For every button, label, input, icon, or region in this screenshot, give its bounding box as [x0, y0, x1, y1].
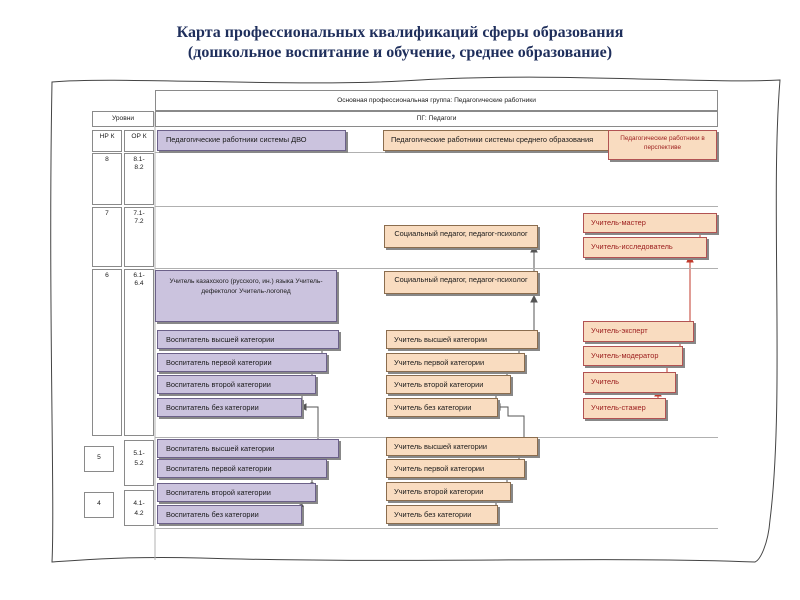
perspective-master: Учитель-мастер [583, 213, 717, 233]
secondary-l6-first: Учитель первой категории [386, 353, 525, 372]
dvo-l5-first: Воспитатель первой категории [157, 459, 327, 478]
perspective-expert: Учитель-эксперт [583, 321, 694, 342]
separator-bottom [155, 528, 718, 529]
secondary-social-l6: Социальный педагог, педагог-психолог [384, 271, 538, 294]
nrk-level-4: 4 [84, 492, 114, 518]
perspective-column-header: Педагогические работники в перспективе [608, 130, 717, 160]
dvo-l6-first: Воспитатель первой категории [157, 353, 327, 372]
secondary-social-l7: Социальный педагог, педагог-психолог [384, 225, 538, 248]
nrk-level-5: 5 [84, 446, 114, 472]
dvo-language-teachers: Учитель казахского (русского, ин.) языка Учитель-дефектолог Учитель-логопед [155, 270, 337, 322]
nrk-header: НР К [92, 130, 122, 152]
perspective-trainee: Учитель-стажер [583, 398, 666, 419]
perspective-researcher: Учитель-исследователь [583, 237, 707, 258]
dvo-l5-highest: Воспитатель высшей категории [157, 439, 339, 458]
secondary-l5-first: Учитель первой категории [386, 459, 525, 478]
dvo-l5-second: Воспитатель второй категории [157, 483, 316, 502]
group-header: Основная профессиональная группа: Педагогические работники [155, 90, 718, 111]
page-title: Карта профессиональных квалификаций сферы образования [176, 24, 624, 41]
dvo-l6-highest: Воспитатель высшей категории [157, 330, 339, 349]
pg-header: ПГ: Педагоги [155, 111, 718, 127]
nrk-level-8: 8 [92, 153, 122, 205]
secondary-column-header: Педагогические работники системы среднего образования [383, 130, 612, 151]
levels-header: Уровни [92, 111, 154, 127]
dvo-column-header: Педагогические работники системы ДВО [157, 130, 346, 151]
nrk-level-7: 7 [92, 207, 122, 267]
secondary-l5-highest: Учитель высшей категории [386, 437, 538, 456]
ork-level-7: 7.1- 7.2 [124, 207, 154, 267]
ork-level-5: 5.1- 5.2 [124, 440, 154, 486]
ork-level-6: 6.1- 6.4 [124, 269, 154, 436]
dvo-l6-second: Воспитатель второй категории [157, 375, 316, 394]
secondary-l6-second: Учитель второй категории [386, 375, 511, 394]
ork-level-4: 4.1- 4.2 [124, 490, 154, 526]
nrk-level-6: 6 [92, 269, 122, 436]
dvo-l5-none: Воспитатель без категории [157, 505, 302, 524]
page-subtitle: (дошкольное воспитание и обучение, среднее образование) [187, 44, 613, 61]
dvo-l6-none: Воспитатель без категории [157, 398, 302, 417]
perspective-teacher: Учитель [583, 372, 676, 393]
secondary-l6-highest: Учитель высшей категории [386, 330, 538, 349]
ork-level-8: 8.1- 8.2 [124, 153, 154, 205]
ork-header: ОР К [124, 130, 154, 152]
secondary-l5-second: Учитель второй категории [386, 482, 511, 501]
secondary-l5-none: Учитель без категории [386, 505, 498, 524]
separator-7-6 [155, 268, 718, 269]
separator-8-7 [155, 206, 718, 207]
perspective-moderator: Учитель-модератор [583, 346, 683, 366]
secondary-l6-none: Учитель без категории [386, 398, 498, 417]
